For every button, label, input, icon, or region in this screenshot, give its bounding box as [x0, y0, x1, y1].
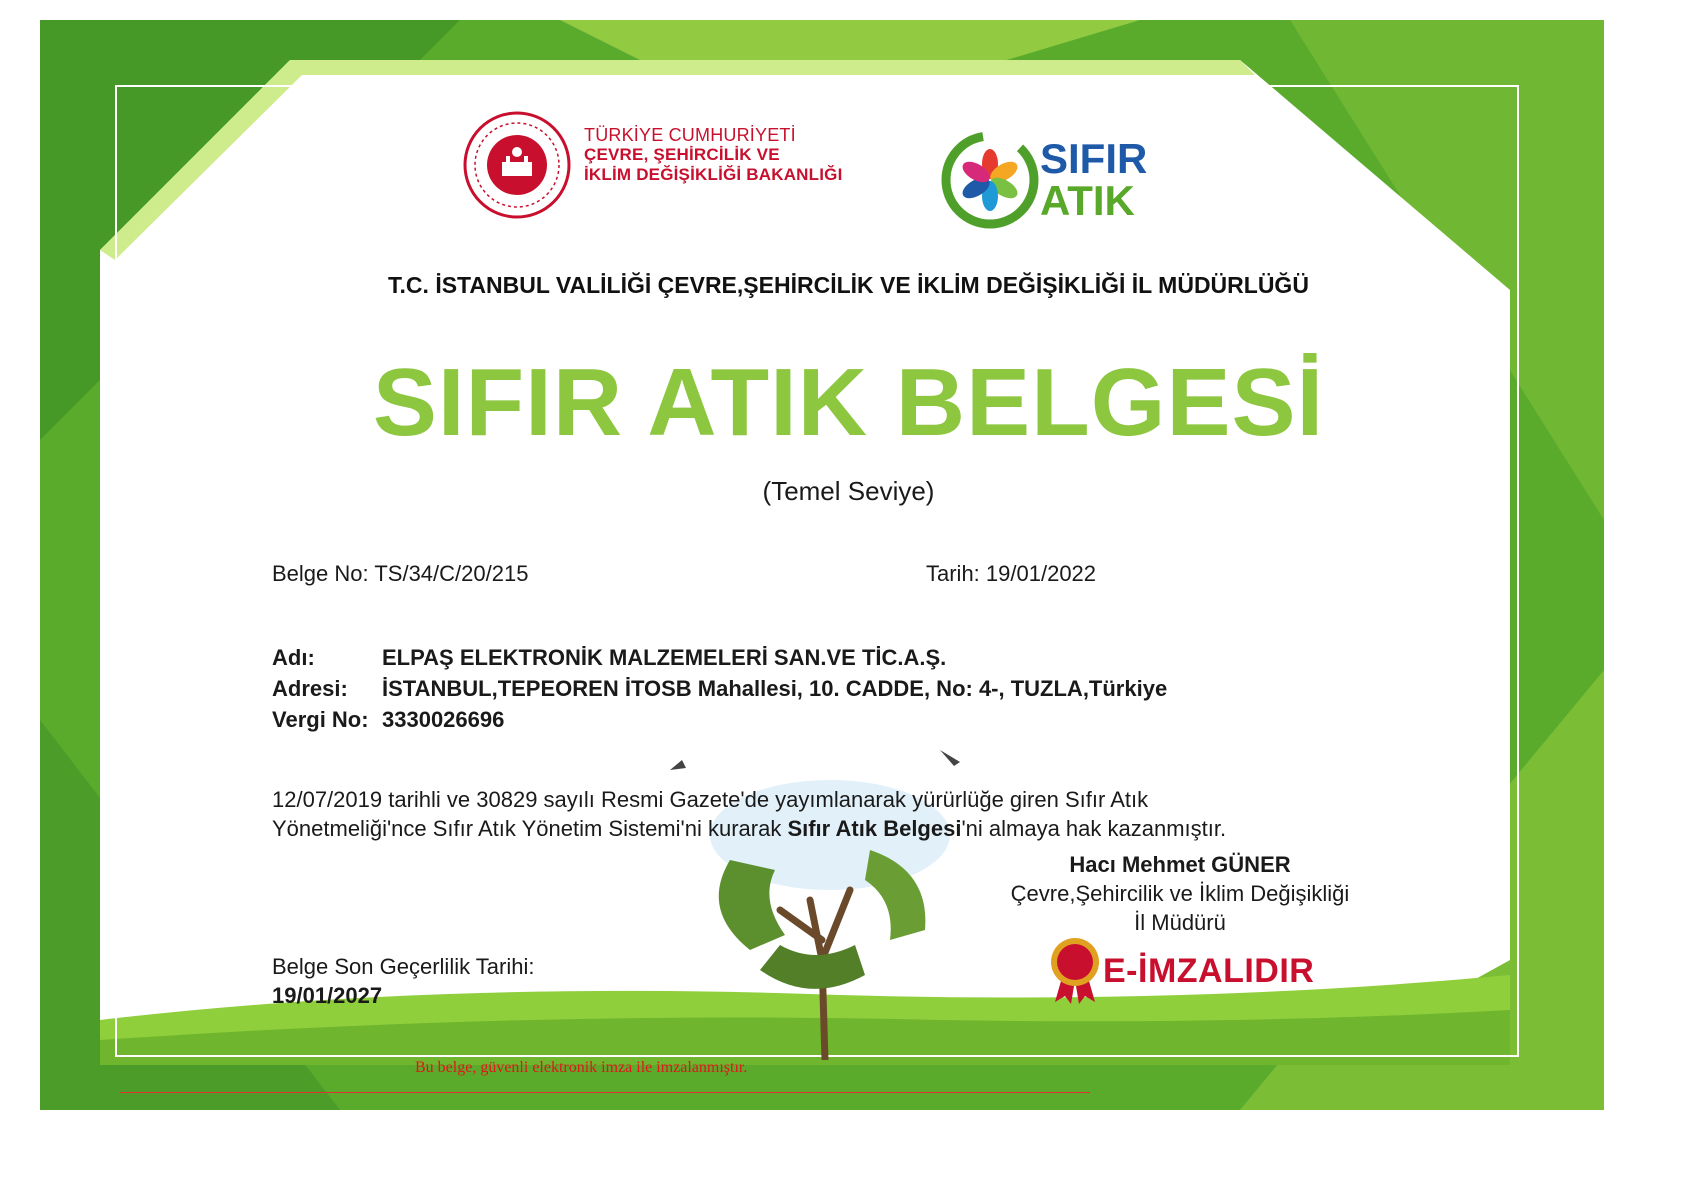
ministry-name — [584, 125, 874, 185]
holder-address-label: Adresi: — [272, 676, 348, 701]
statement-line-2 — [272, 814, 1372, 843]
validity-block — [272, 952, 535, 1010]
holder-tax-number: 3330026696 — [382, 707, 505, 732]
document-number — [272, 561, 528, 587]
signer-block — [950, 850, 1410, 937]
zero-waste-logo-text — [1040, 135, 1148, 224]
ministry-line-3: İKLİM DEĞİŞİKLİĞİ BAKANLIĞI — [584, 165, 843, 184]
validity-label: Belge Son Geçerlilik Tarihi: — [272, 954, 535, 979]
document-date-value: 19/01/2022 — [985, 561, 1097, 586]
holder-name-label: Adı: — [272, 645, 315, 670]
ministry-line-1: TÜRKİYE CUMHURİYETİ — [584, 125, 796, 145]
holder-address: İSTANBUL,TEPEOREN İTOSB Mahallesi, 10. CADDE, No: 4-, TUZLA,Türkiye — [382, 676, 1168, 701]
e-signature-ribbon-icon — [1045, 936, 1105, 1006]
holder-tax-label: Vergi No: — [272, 707, 369, 732]
directorate-heading: T.C. İSTANBUL VALİLİĞİ ÇEVRE,ŞEHİRCİLİK VE İKLİM DEĞİŞİKLİĞİ İL MÜDÜRLÜĞÜ — [388, 272, 1309, 298]
footer-divider — [120, 1092, 1090, 1093]
statement-certificate-name: Sıfır Atık Belgesi — [787, 816, 962, 841]
validity-date: 19/01/2027 — [272, 983, 383, 1008]
zero-waste-logo-icon — [940, 130, 1040, 230]
ministry-line-2: ÇEVRE, ŞEHİRCİLİK VE — [584, 145, 780, 164]
certificate-statement — [272, 785, 1372, 843]
statement-line-1: 12/07/2019 tarihli ve 30829 sayılı Resmi Gazete'de yayımlanarak yürürlüğe giren Sıfır Atık — [272, 787, 1149, 812]
document-date — [926, 561, 1096, 587]
signer-name: Hacı Mehmet GÜNER — [1069, 852, 1291, 877]
statement-line-2-end: 'ni almaya hak kazanmıştır. — [961, 816, 1227, 841]
document-number-label: Belge No: — [272, 561, 375, 586]
document-date-label: Tarih: — [926, 561, 986, 586]
certificate-title: SIFIR ATIK BELGESİ — [372, 349, 1325, 456]
holder-name: ELPAŞ ELEKTRONİK MALZEMELERİ SAN.VE TİC.A.Ş. — [382, 645, 947, 670]
signer-title-2: İl Müdürü — [1134, 910, 1226, 935]
statement-line-2-start: Yönetmeliği'nce Sıfır Atık Yönetim Sistemi'ni kurarak — [272, 816, 788, 841]
e-signature-note: Bu belge, güvenli elektronik imza ile imzalanmıştır. — [415, 1059, 748, 1076]
signer-title-1: Çevre,Şehircilik ve İklim Değişikliği — [1010, 881, 1350, 906]
logo-word-sifir: SIFIR — [1040, 135, 1148, 182]
document-number-value: TS/34/C/20/215 — [374, 561, 529, 586]
certificate-level: (Temel Seviye) — [762, 476, 935, 506]
e-signature-badge: E-İMZALIDIR — [1103, 952, 1315, 990]
ministry-seal-icon — [462, 110, 572, 220]
logo-word-atik: ATIK — [1040, 177, 1135, 224]
